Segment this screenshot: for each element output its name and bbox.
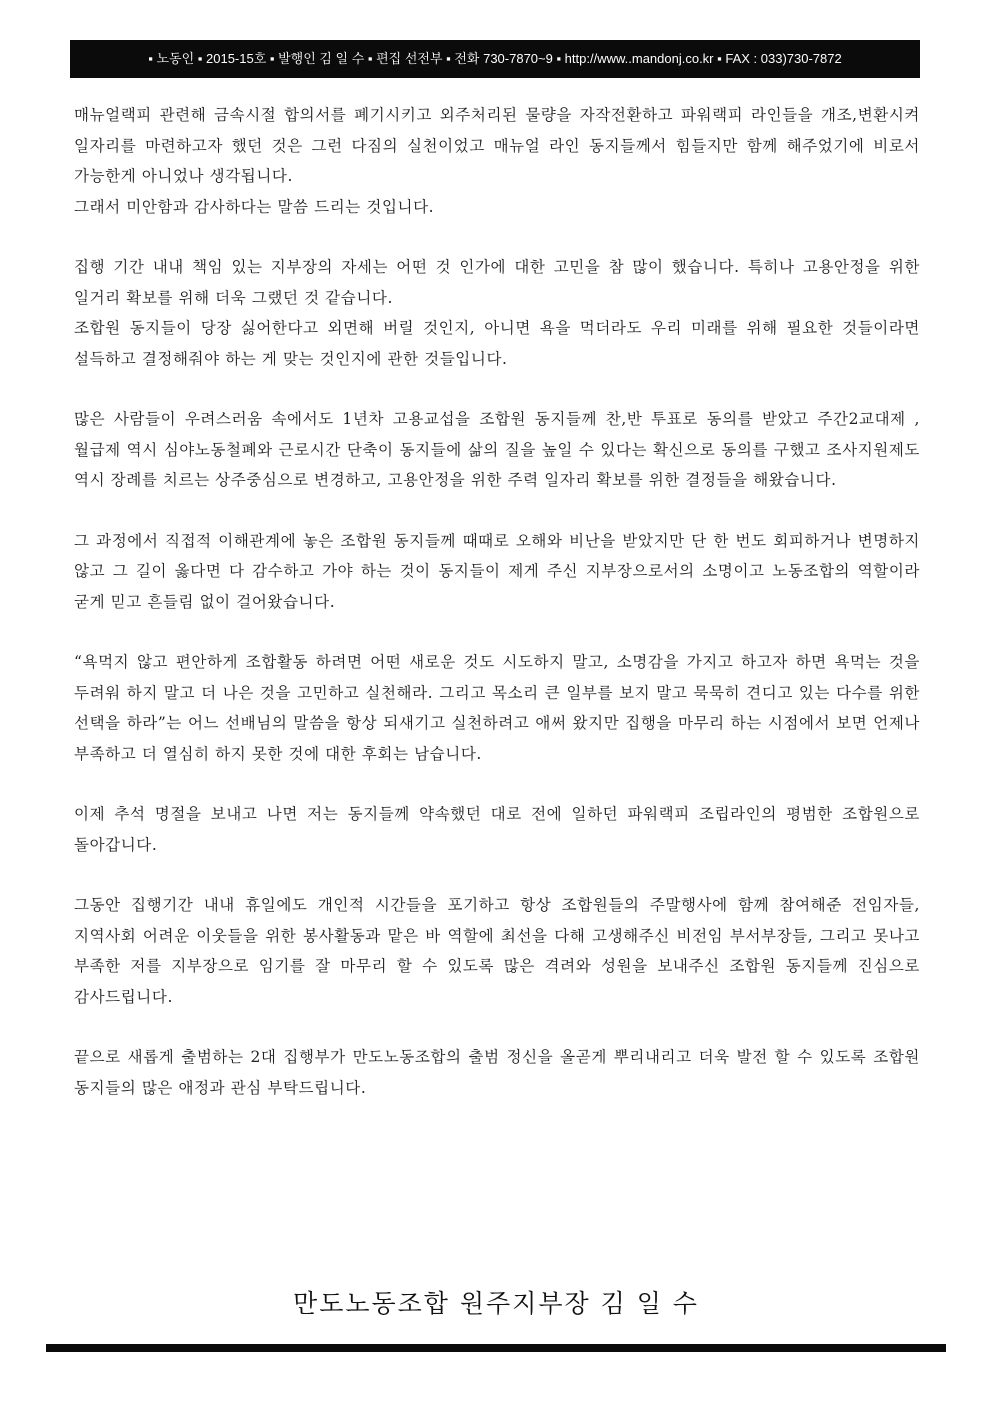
paragraph-7: “욕먹지 않고 편안하게 조합활동 하려면 어떤 새로운 것도 시도하지 말고, 소명감을 가지고 하고자 하면 욕먹는 것을 두려워 하지 말고 더 나은 것을 고민하고 실천해라. 그리고 목소리 큰 일부를 보지 말고 묵묵히 견디고 있는 다수를 위한 선택을 하라”는 어느 선배님의 말씀을 항상 되새기고 실천하려고 애써 왔지만 집행을 마무리 하는 시점에서 보면 언제나 부족하고 더 열심히 하지 못한 것에 대한 후회는 남습니다. [74, 653, 920, 763]
newsletter-header-text: ▪ 노동인 ▪ 2015-15호 ▪ 발행인 김 일 수 ▪ 편집 선전부 ▪ 전화 730-7870~9 ▪ http://www..mandonj.co.kr ▪ FAX : 033)730-7872 [148, 51, 842, 66]
paragraph-9: 그동안 집행기간 내내 휴일에도 개인적 시간들을 포기하고 항상 조합원들의 주말행사에 함께 참여해준 전임자들, 지역사회 어려운 이웃들을 위한 봉사활동과 맡은 바 역할에 최선을 다해 고생해주신 비전임 부서부장들, 그리고 못나고 부족한 저를 지부장으로 임기를 잘 마무리 할 수 있도록 많은 격려와 성원을 보내주신 조합원 동지들께 진심으로 감사드립니다. [74, 896, 920, 1006]
paragraph-10: 끝으로 새롭게 출범하는 2대 집행부가 만도노동조합의 출범 정신을 올곧게 뿌리내리고 더욱 발전 할 수 있도록 조합원 동지들의 많은 애정과 관심 부탁드립니다. [74, 1048, 920, 1097]
paragraph-1: 매뉴얼랙피 관련해 금속시절 합의서를 폐기시키고 외주처리된 물량을 자작전환하고 파워랙피 라인들을 개조,변환시켜 일자리를 마련하고자 했던 것은 그런 다짐의 실천이었고 매뉴얼 라인 동지들께서 힘들지만 함께 해주었기에 비로서 가능한게 아니었나 생각됩니다. [74, 106, 920, 185]
paragraph-3: 집행 기간 내내 책임 있는 지부장의 자세는 어떤 것 인가에 대한 고민을 참 많이 했습니다. 특히나 고용안정을 위한 일거리 확보를 위해 더욱 그랬던 것 같습니다. [74, 258, 920, 307]
paragraph-6: 그 과정에서 직접적 이해관계에 놓은 조합원 동지들께 때때로 오해와 비난을 받았지만 단 한 번도 회피하거나 변명하지 않고 그 길이 옳다면 다 감수하고 가야 하는 것이 동지들이 제게 주신 지부장으로서의 소명이고 노동조합의 역할이라 굳게 믿고 흔들림 없이 걸어왔습니다. [74, 531, 920, 611]
paragraph-4: 조합원 동지들이 당장 싫어한다고 외면해 버릴 것인지, 아니면 욕을 먹더라도 우리 미래를 위해 필요한 것들이라면 설득하고 결정해줘야 하는 게 맞는 것인지에 관한 것들입니다. [74, 319, 921, 368]
paragraph-2: 그래서 미안함과 감사하다는 말씀 드리는 것입니다. [74, 197, 435, 216]
article-body [74, 100, 920, 1133]
paragraph-5: 많은 사람들이 우려스러움 속에서도 1년차 고용교섭을 조합원 동지들께 찬,반 투표로 동의를 받았고 주간2교대제 ,월급제 역시 심야노동철폐와 근로시간 단축이 동지들에 삶의 질을 높일 수 있다는 확신으로 동의를 구했고 조사지원제도 역시 장례를 치르는 상주중심으로 변경하고, 고용안정을 위한 주력 일자리 확보를 위한 결정들을 해왔습니다. [74, 410, 920, 489]
newsletter-header-bar [70, 40, 920, 78]
footer-divider [46, 1344, 946, 1352]
paragraph-8: 이제 추석 명절을 보내고 나면 저는 동지들께 약속했던 대로 전에 일하던 파워랙피 조립라인의 평범한 조합원으로 돌아갑니다. [74, 805, 920, 854]
author-signature: 만도노동조합 원주지부장 김 일 수 [293, 1289, 699, 1318]
